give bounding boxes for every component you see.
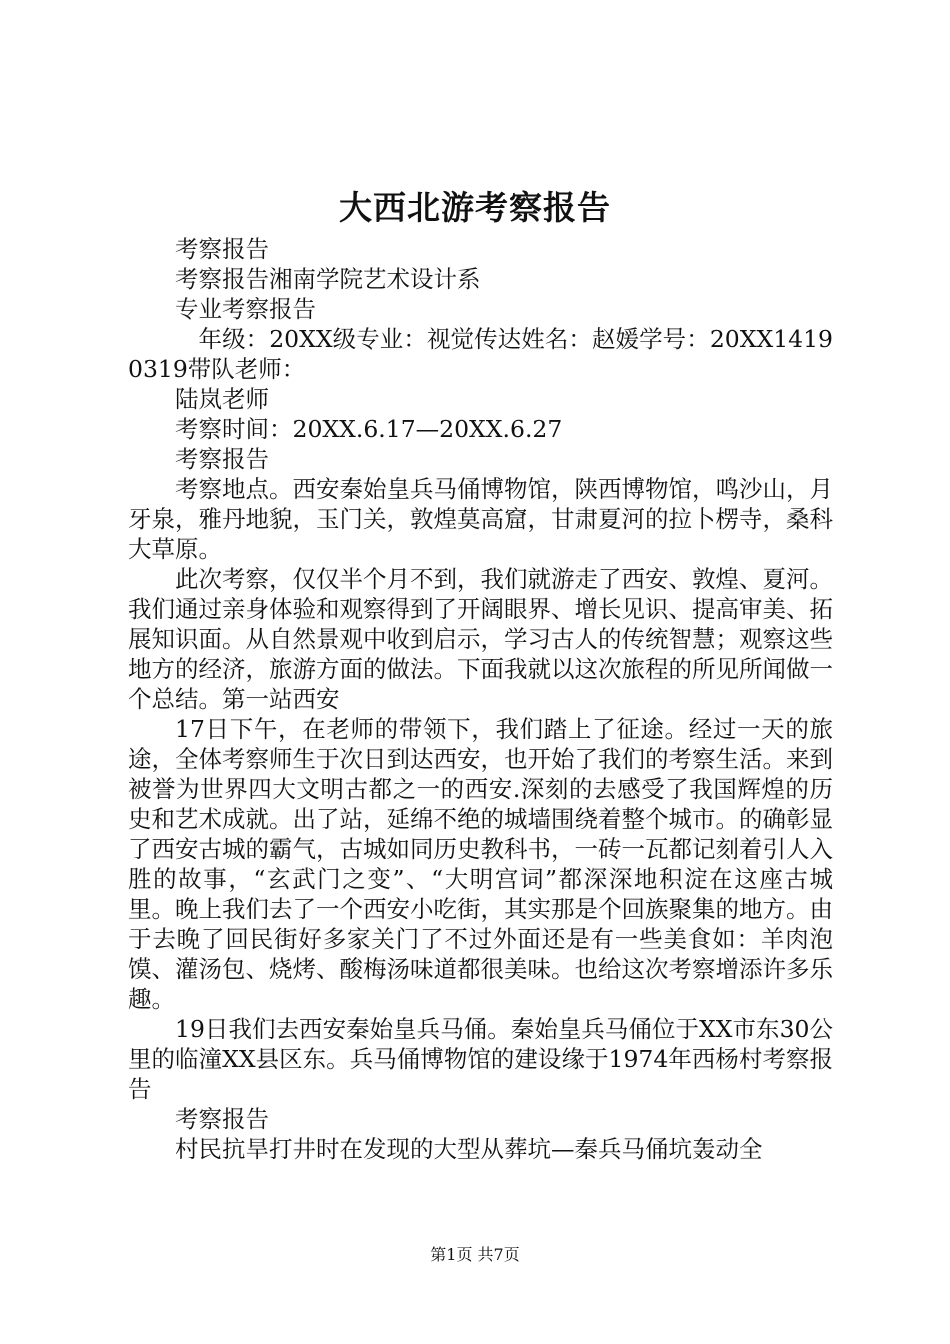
paragraph: 专业考察报告 xyxy=(175,295,316,323)
paragraph: 考察报告湘南学院艺术设计系 xyxy=(175,265,481,293)
paragraph: 年级：20XX级专业：视觉传达姓名：赵媛学号：20XX14190319带队老师： xyxy=(128,325,833,383)
paragraph: 考察报告 xyxy=(175,1105,269,1133)
paragraph: 考察地点。西安秦始皇兵马俑博物馆，陕西博物馆，鸣沙山，月牙泉，雅丹地貌，玉门关，敦煌莫高窟，甘肃夏河的拉卜楞寺，桑科大草原。 xyxy=(128,475,833,563)
paragraph: 陆岚老师 xyxy=(175,385,269,413)
paragraph: 考察报告 xyxy=(175,445,269,473)
paragraph: 此次考察，仅仅半个月不到，我们就游走了西安、敦煌、夏河。我们通过亲身体验和观察得到了开阔眼界、增长见识、提高审美、拓展知识面。从自然景观中收到启示，学习古人的传统智慧；观察这些地方的经济，旅游方面的做法。下面我就以这次旅程的所见所闻做一个总结。第一站西安 xyxy=(128,565,833,713)
paragraph: 考察报告 xyxy=(175,235,269,263)
paragraph: 17日下午，在老师的带领下，我们踏上了征途。经过一天的旅途，全体考察师生于次日到达西安，也开始了我们的考察生活。来到被誉为世界四大文明古都之一的西安.深刻的去感受了我国辉煌的历史和艺术成就。出了站，延绵不绝的城墙围绕着整个城市。的确彰显了西安古城的霸气，古城如同历史教科书，一砖一瓦都记刻着引人入胜的故事，“玄武门之变”、“大明宫词”都深深地积淀在这座古城里。晚上我们去了一个西安小吃街，其实那是个回族聚集的地方。由于去晚了回民街好多家关门了不过外面还是有一些美食如：羊肉泡馍、灌汤包、烧烤、酸梅汤味道都很美味。也给这次考察增添许多乐趣。 xyxy=(128,715,833,1013)
document-body xyxy=(128,234,833,1164)
document-title: 大西北游考察报告 xyxy=(339,188,611,227)
paragraph: 考察时间：20XX.6.17—20XX.6.27 xyxy=(175,415,563,443)
page-number: 第1页 共7页 xyxy=(430,1245,520,1264)
paragraph: 村民抗旱打井时在发现的大型从葬坑—秦兵马俑坑轰动全 xyxy=(175,1135,763,1163)
paragraph: 19日我们去西安秦始皇兵马俑。秦始皇兵马俑位于XX市东30公里的临潼XX县区东。兵马俑博物馆的建设缘于1974年西杨村考察报告 xyxy=(128,1015,833,1103)
